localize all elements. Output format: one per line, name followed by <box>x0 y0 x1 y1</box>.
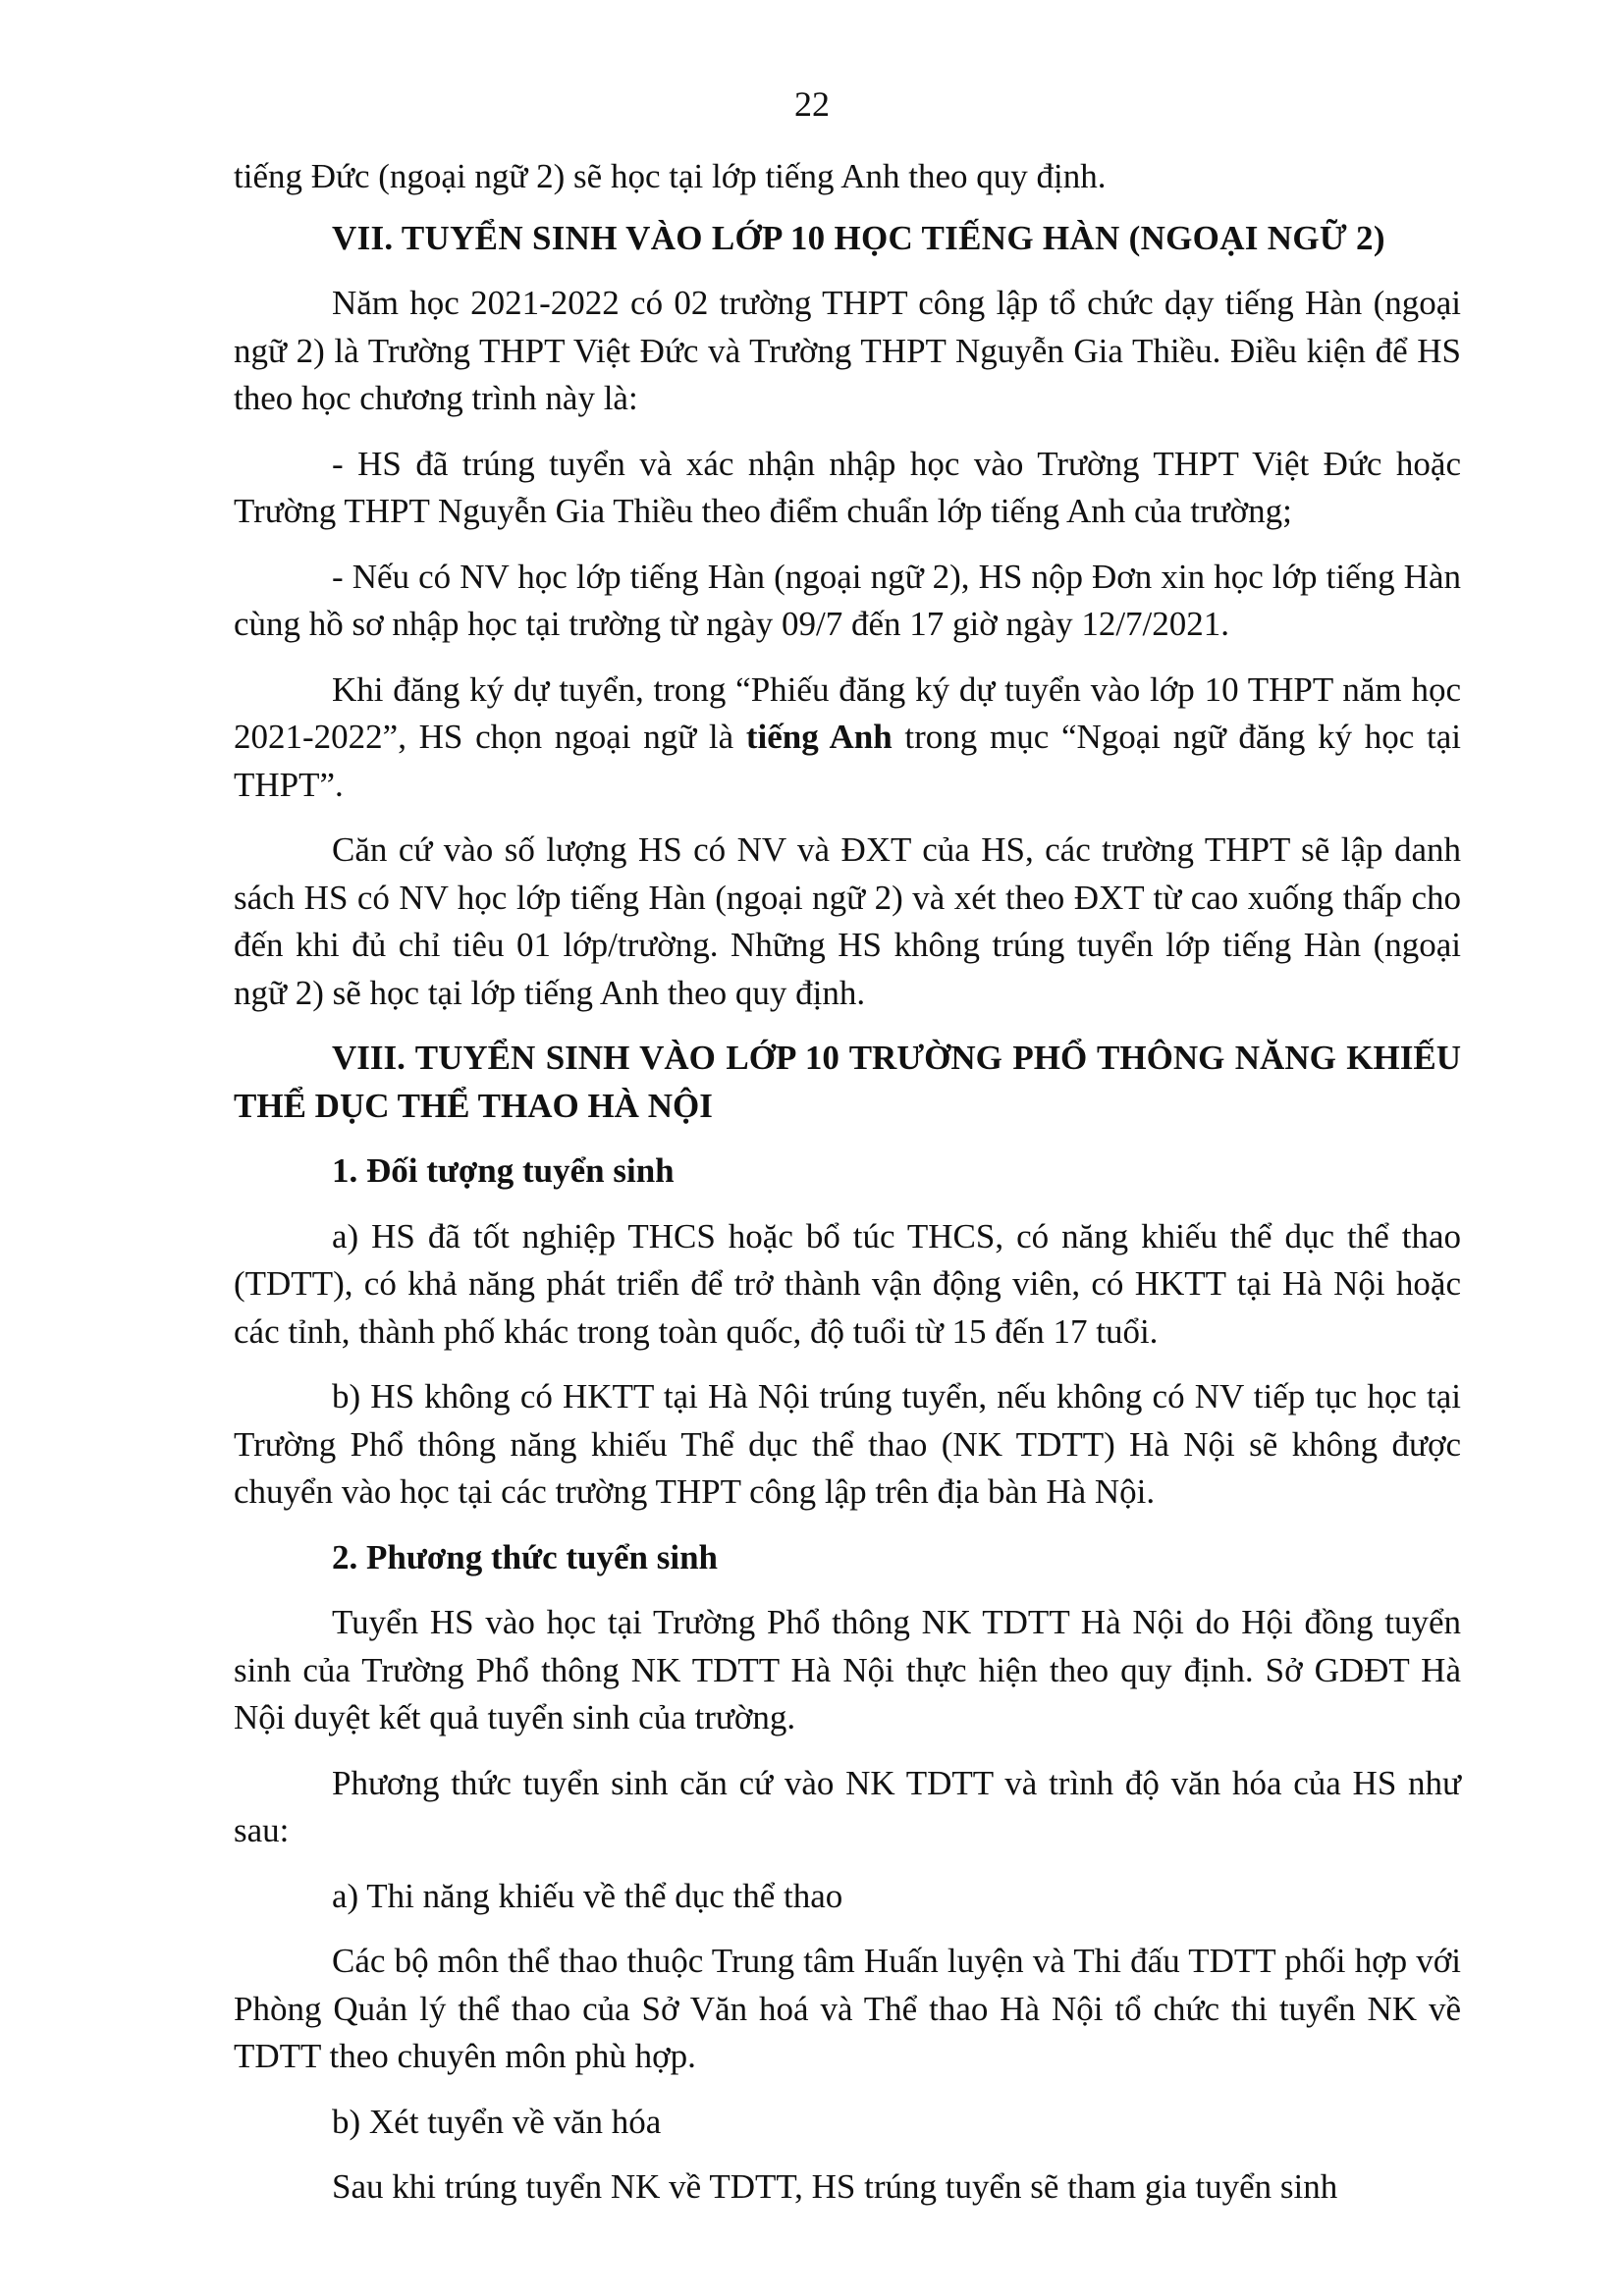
paragraph-bullet: - HS đã trúng tuyển và xác nhận nhập học vào Trường THPT Việt Đức hoặc Trường THPT Nguyễn Gia Thiều theo điểm chuẩn lớp tiếng Anh của trường; <box>234 444 1461 530</box>
bold-text: tiếng Anh <box>745 718 893 756</box>
subsection-heading: 1. Đối tượng tuyển sinh <box>332 1151 675 1190</box>
section-heading-vii: VII. TUYỂN SINH VÀO LỚP 10 HỌC TIẾNG HÀN (NGOẠI NGỮ 2) <box>332 218 1385 257</box>
paragraph: a) HS đã tốt nghiệp THCS hoặc bổ túc THCS, có năng khiếu thể dục thể thao (TDTT), có khả năng phát triển để trở thành vận động viên, có HKTT tại Hà Nội hoặc các tỉnh, thành phố khác trong toàn quốc, độ tuổi từ 15 đến 17 tuổi. <box>234 1216 1461 1351</box>
page-content <box>234 153 1461 2212</box>
paragraph: Căn cứ vào số lượng HS có NV và ĐXT của HS, các trường THPT sẽ lập danh sách HS có NV học lớp tiếng Hàn (ngoại ngữ 2) và xét theo ĐXT từ cao xuống thấp cho đến khi đủ chỉ tiêu 01 lớp/trường. Những HS không trúng tuyển lớp tiếng Hàn (ngoại ngữ 2) sẽ học tại lớp tiếng Anh theo quy định. <box>234 830 1461 1012</box>
text-run: Khi đăng ký dự tuyển, trong “Phiếu đăng ký dự tuyển vào lớp 10 THPT năm học 2021-2022”, HS chọn ngoại ngữ là <box>234 669 1461 756</box>
paragraph-registration <box>234 667 1461 810</box>
paragraph-continuation: tiếng Đức (ngoại ngữ 2) sẽ học tại lớp tiếng Anh theo quy định. <box>234 157 1107 195</box>
paragraph: Các bộ môn thể thao thuộc Trung tâm Huấn luyện và Thi đấu TDTT phối hợp với Phòng Quản lý thể thao của Sở Văn hoá và Thể thao Hà Nội tổ chức thi tuyển NK về TDTT theo chuyên môn phù hợp. <box>234 1942 1461 2075</box>
paragraph: Sau khi trúng tuyển NK về TDTT, HS trúng tuyển sẽ tham gia tuyển sinh <box>332 2167 1338 2206</box>
paragraph: Năm học 2021-2022 có 02 trường THPT công lập tổ chức dạy tiếng Hàn (ngoại ngữ 2) là Trường THPT Việt Đức và Trường THPT Nguyễn Gia Thiều. Điều kiện để HS theo học chương trình này là: <box>234 284 1461 417</box>
paragraph: b) Xét tuyển về văn hóa <box>332 2102 662 2141</box>
paragraph: b) HS không có HKTT tại Hà Nội trúng tuyển, nếu không có NV tiếp tục học tại Trường Phổ thông năng khiếu Thể dục thể thao (NK TDTT) Hà Nội sẽ không được chuyển vào học tại các trường THPT công lập trên địa bàn Hà Nội. <box>234 1377 1461 1511</box>
section-heading-viii: VIII. TUYỂN SINH VÀO LỚP 10 TRƯỜNG PHỔ THÔNG NĂNG KHIẾU THỂ DỤC THỂ THAO HÀ NỘI <box>234 1039 1461 1125</box>
subsection-heading: 2. Phương thức tuyển sinh <box>332 1537 718 1576</box>
paragraph: Phương thức tuyển sinh căn cứ vào NK TDTT và trình độ văn hóa của HS như sau: <box>234 1763 1461 1849</box>
text-run: trong mục “Ngoại ngữ đăng ký học tại THPT”. <box>234 718 1462 804</box>
paragraph-bullet: - Nếu có NV học lớp tiếng Hàn (ngoại ngữ 2), HS nộp Đơn xin học lớp tiếng Hàn cùng hồ sơ nhập học tại trường từ ngày 09/7 đến 17 giờ ngày 12/7/2021. <box>234 557 1461 643</box>
page-number: 22 <box>794 84 830 124</box>
paragraph: a) Thi năng khiếu về thể dục thể thao <box>332 1876 843 1915</box>
paragraph: Tuyển HS vào học tại Trường Phổ thông NK TDTT Hà Nội do Hội đồng tuyển sinh của Trường Phổ thông NK TDTT Hà Nội thực hiện theo quy định. Sở GDĐT Hà Nội duyệt kết quả tuyển sinh của trường. <box>234 1603 1461 1736</box>
